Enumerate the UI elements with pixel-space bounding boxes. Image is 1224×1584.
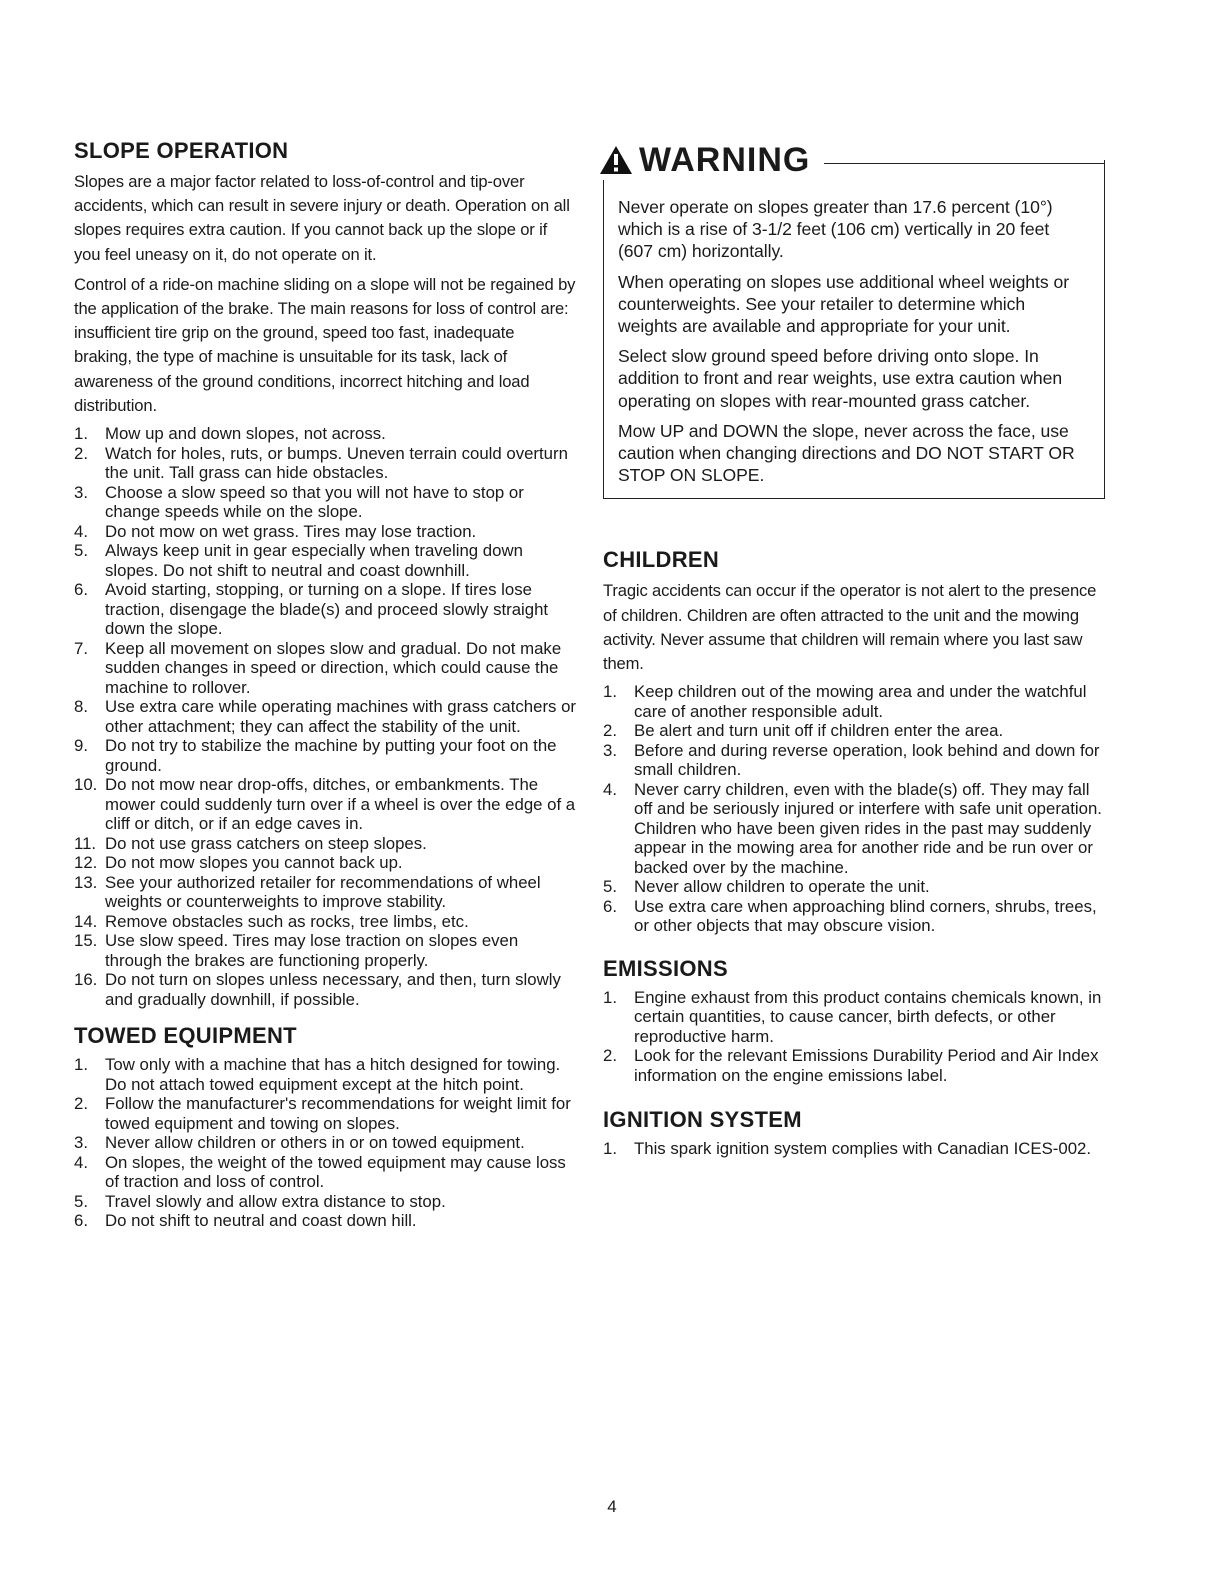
list-item-number: 3.	[74, 482, 88, 502]
list-item-text: Watch for holes, ruts, or bumps. Uneven terrain could overturn the unit. Tall grass can hide obstacles.	[105, 443, 568, 483]
list-item	[603, 721, 1105, 741]
left-column	[74, 138, 576, 1231]
list-item-text: Engine exhaust from this product contains chemicals known, in certain quantities, to cause cancer, birth defects, or other reproductive harm.	[634, 987, 1102, 1046]
slope-operation-list	[74, 424, 576, 1009]
list-item	[74, 931, 576, 970]
ignition-system-list	[603, 1139, 1105, 1159]
towed-equipment-list	[74, 1055, 576, 1231]
list-item-number: 9.	[74, 736, 88, 756]
list-item-text: Keep children out of the mowing area and under the watchful care of another responsible adult.	[634, 682, 1087, 721]
warning-header-rule	[824, 163, 1104, 164]
list-item	[603, 877, 1105, 897]
list-item-number: 1.	[603, 987, 617, 1007]
list-item-number: 1.	[603, 682, 617, 702]
warning-box	[603, 141, 1105, 499]
list-item	[74, 1211, 576, 1231]
list-item-number: 2.	[74, 443, 88, 463]
list-item-text: Use extra care while operating machines with grass catchers or other attachment; they can affect the stability of the unit.	[105, 697, 577, 736]
list-item-text: Do not use grass catchers on steep slopes.	[105, 833, 427, 853]
list-item	[74, 483, 576, 522]
list-item	[74, 697, 576, 736]
list-item-number: 1.	[74, 424, 88, 444]
list-item-number: 4.	[74, 521, 88, 541]
list-item-text: Do not mow on wet grass. Tires may lose traction.	[105, 521, 477, 541]
list-item	[74, 1055, 576, 1094]
list-item	[74, 736, 576, 775]
list-item-number: 2.	[74, 1094, 88, 1114]
warning-paragraph-1: Never operate on slopes greater than 17.6 percent (10°) which is a rise of 3-1/2 feet (106 cm) vertically in 20 feet (607 cm) horizontally.	[618, 197, 1053, 262]
list-item-number: 1.	[603, 1139, 617, 1159]
list-item	[603, 780, 1105, 878]
list-item-text: Tow only with a machine that has a hitch designed for towing. Do not attach towed equipment except at the hitch point.	[105, 1055, 561, 1094]
list-item-text: Do not turn on slopes unless necessary, and then, turn slowly and gradually downhill, if possible.	[105, 970, 561, 1009]
list-item	[603, 741, 1105, 780]
emissions-list	[603, 988, 1105, 1086]
list-item	[74, 639, 576, 698]
list-item-number: 2.	[603, 1046, 617, 1066]
list-item-text: Remove obstacles such as rocks, tree limbs, etc.	[105, 911, 469, 931]
warning-paragraph-2: When operating on slopes use additional wheel weights or counterweights. See your retailer to determine which weights are available and appropriate for your unit.	[618, 271, 1070, 337]
list-item-text: Never carry children, even with the blade(s) off. They may fall off and be seriously injured or interfere with safe unit operation. Children who have been given rides in the past may suddenly appear in the mowing area for another ride and be run over or backed over by the machine.	[634, 779, 1102, 877]
list-item	[74, 1133, 576, 1153]
list-item-text: Do not try to stabilize the machine by putting your foot on the ground.	[105, 736, 557, 775]
warning-paragraph-3: Select slow ground speed before driving onto slope. In addition to front and rear weights, use extra caution when operating on slopes with rear-mounted grass catcher.	[618, 346, 1063, 411]
list-item-number: 8.	[74, 697, 88, 717]
list-item-text: Never allow children to operate the unit.	[634, 877, 930, 897]
list-item-number: 6.	[603, 896, 617, 916]
list-item	[74, 853, 576, 873]
page-number: 4	[607, 1497, 617, 1516]
list-item	[74, 1094, 576, 1133]
list-item-number: 15.	[74, 931, 98, 951]
list-item	[74, 873, 576, 912]
list-item	[74, 970, 576, 1009]
list-item-text: On slopes, the weight of the towed equipment may cause loss of traction and loss of control.	[105, 1152, 566, 1192]
list-item-number: 14.	[74, 911, 98, 931]
list-item-number: 6.	[74, 580, 88, 600]
list-item-text: Avoid starting, stopping, or turning on a slope. If tires lose traction, disengage the blade(s) and proceed slowly straight down the slope.	[105, 580, 549, 639]
warning-triangle-icon	[599, 145, 633, 175]
list-item-text: Mow up and down slopes, not across.	[105, 424, 386, 444]
list-item-text: Follow the manufacturer's recommendations for weight limit for towed equipment and towing on slopes.	[105, 1094, 571, 1133]
list-item-text: Choose a slow speed so that you will not have to stop or change speeds while on the slope.	[105, 482, 524, 522]
list-item-text: Travel slowly and allow extra distance to stop.	[105, 1191, 446, 1211]
slope-operation-paragraph-1: Slopes are a major factor related to loss-of-control and tip-over accidents, which can result in severe injury or death. Operation on all slopes requires extra caution. If you cannot back up the slope or if you feel uneasy on it, do not operate on it.	[74, 172, 570, 264]
list-item-text: This spark ignition system complies with Canadian ICES-002.	[634, 1139, 1092, 1159]
warning-title: WARNING	[639, 141, 811, 179]
list-item-number: 4.	[74, 1152, 88, 1172]
list-item-text: Do not mow slopes you cannot back up.	[105, 853, 403, 873]
list-item	[74, 775, 576, 834]
list-item-number: 6.	[74, 1211, 88, 1231]
list-item-text: Never allow children or others in or on towed equipment.	[105, 1133, 525, 1153]
warning-paragraph-4: Mow UP and DOWN the slope, never across the face, use caution when changing directions and DO NOT START OR STOP ON SLOPE.	[618, 420, 1075, 486]
list-item-number: 2.	[603, 721, 617, 741]
slope-operation-heading: SLOPE OPERATION	[74, 138, 289, 163]
list-item	[74, 444, 576, 483]
list-item-text: Keep all movement on slopes slow and gradual. Do not make sudden changes in speed or direction, which could cause the machine to rollover.	[105, 638, 562, 697]
list-item	[74, 912, 576, 932]
list-item-number: 12.	[74, 853, 98, 873]
list-item	[74, 424, 576, 444]
list-item	[74, 522, 576, 542]
list-item	[603, 682, 1105, 721]
list-item-text: Do not mow near drop-offs, ditches, or embankments. The mower could suddenly turn over if a wheel is over the edge of a cliff or ditch, or if an edge caves in.	[105, 775, 576, 834]
list-item-number: 11.	[74, 833, 97, 853]
list-item-number: 10.	[74, 775, 98, 795]
children-list	[603, 682, 1105, 936]
warning-header	[599, 138, 1104, 182]
list-item-number: 5.	[74, 541, 88, 561]
list-item-text: Always keep unit in gear especially when traveling down slopes. Do not shift to neutral and coast downhill.	[105, 541, 523, 580]
children-heading: CHILDREN	[603, 547, 720, 573]
list-item-number: 7.	[74, 638, 88, 658]
list-item-text: Use extra care when approaching blind corners, shrubs, trees, or other objects that may obscure vision.	[634, 896, 1097, 936]
list-item-text: Before and during reverse operation, look behind and down for small children.	[634, 740, 1100, 780]
list-item	[603, 897, 1105, 936]
list-item-text: See your authorized retailer for recommendations of wheel weights or counterweights to improve stability.	[105, 872, 541, 912]
list-item-number: 5.	[603, 877, 617, 897]
list-item-number: 4.	[603, 779, 617, 799]
list-item	[74, 834, 576, 854]
list-item-number: 5.	[74, 1191, 88, 1211]
list-item-text: Do not shift to neutral and coast down hill.	[105, 1211, 417, 1231]
list-item-number: 3.	[603, 740, 617, 760]
towed-equipment-heading: TOWED EQUIPMENT	[74, 1023, 297, 1049]
list-item	[603, 1046, 1105, 1085]
emissions-heading: EMISSIONS	[603, 955, 728, 981]
list-item-number: 13.	[74, 872, 98, 892]
children-paragraph: Tragic accidents can occur if the operator is not alert to the presence of children. Children are often attracted to the unit and the mowing activity. Never assume that children will remain where you last saw them.	[603, 581, 1097, 674]
ignition-system-heading: IGNITION SYSTEM	[603, 1107, 802, 1133]
list-item-text: Look for the relevant Emissions Durability Period and Air Index information on the engine emissions label.	[634, 1046, 1099, 1085]
list-item	[74, 580, 576, 639]
list-item	[603, 988, 1105, 1047]
list-item	[74, 541, 576, 580]
list-item	[603, 1139, 1105, 1159]
right-column	[603, 138, 1105, 1159]
slope-operation-paragraph-2: Control of a ride-on machine sliding on a slope will not be regained by the application of the brake. The main reasons for loss of control are: insufficient tire grip on the ground, speed too fast, inadequate braking, the type of machine is unsuitable for its task, lack of awareness of the ground conditions, incorrect hitching and load distribution.	[74, 274, 576, 415]
list-item-number: 16.	[74, 970, 98, 990]
list-item-text: Be alert and turn unit off if children enter the area.	[634, 721, 1004, 741]
list-item	[74, 1153, 576, 1192]
list-item-number: 1.	[74, 1055, 88, 1075]
list-item	[74, 1192, 576, 1212]
list-item-number: 3.	[74, 1133, 88, 1153]
list-item-text: Use slow speed. Tires may lose traction on slopes even through the brakes are functioning properly.	[105, 931, 519, 970]
